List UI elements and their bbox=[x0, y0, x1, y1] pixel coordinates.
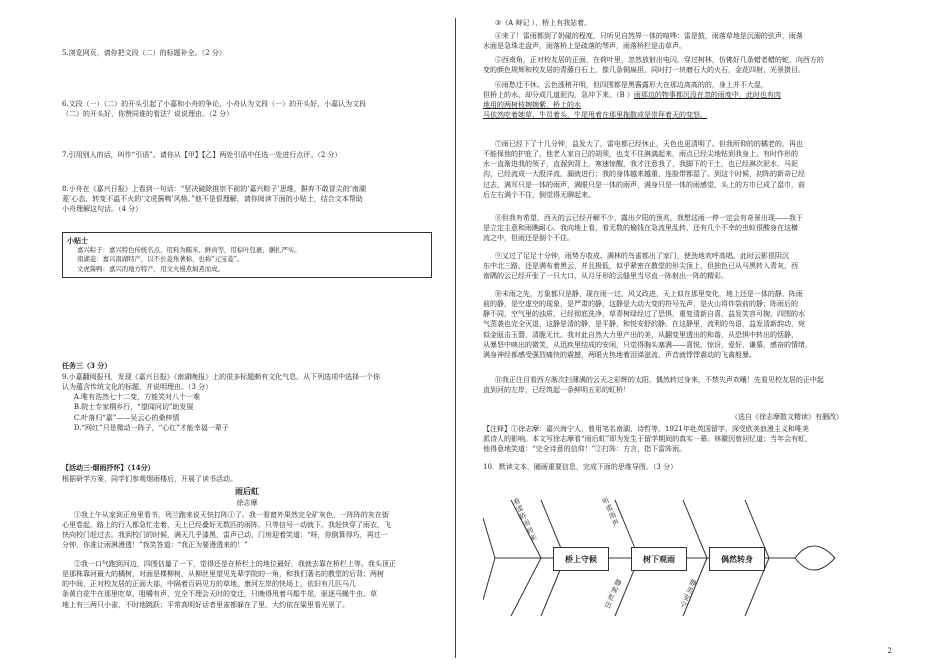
paragraph-line: 马依然吃着她草，牛员着头，牛尾甩着在那里拖散或是崇拜着天的变怒。 bbox=[483, 111, 707, 120]
paragraph-line: 流之中，但雨还是倒个不住。 bbox=[483, 234, 574, 243]
activity3-title: 【活动三·烟雨抒怀】（14分） bbox=[62, 463, 155, 472]
fishbone-lower-label: 静美安宁 bbox=[677, 577, 699, 611]
question-8-line: 8.小舟在《嘉兴日报》上看到一句话：“坚决破除推崇不前的‘嘉兴粽子’思维，摒弃不敢冒尖的‘南湖 bbox=[62, 185, 366, 193]
paragraph-line: ⑨又过了足足十分钟，雨势方收成。满林的鸟雀都出了家门，使劲地欢呼高唱。此时云影很阴沉 bbox=[494, 252, 789, 260]
paragraph-line: 地上有三两只小雀，不时地跳跃；平常高明好话者里雀都躲在了里，大约依在粱里看光景了。 bbox=[62, 600, 349, 609]
paragraph-line: ⑩末雨之先，万象都只是静，现在雨一过，风又政进，天上似在那里变化，地上还是一体的静。阵雨 bbox=[494, 290, 803, 298]
tips-line: 南湖菱：嘉兴南湖特产，以不长菱角著称，也称“元宝菱”。 bbox=[77, 255, 244, 264]
option-a: A.唯有浩然七十二变，方能笑对八十一难 bbox=[73, 393, 201, 402]
paragraph-line: 条黄白花牛在那里吃草，咀嚼有声，完全不理会天时的变迁，只晚得甩着马鬃牛尾，驱逐马蝇牛虫。草 bbox=[62, 590, 377, 599]
paragraph-line: 南隅的云已经开张了一只大口，从月牙形的云缝里当尽直一阵射出一阵的精彩。 bbox=[483, 272, 728, 281]
annotation bbox=[483, 424, 843, 454]
annotation-line: 派诗人的影响。本文写徐志摩看“雨后虹”即为发生于留学期间的真实一幕。林徽因曾回忆道：当年会有虹， bbox=[483, 435, 813, 444]
left-column bbox=[62, 0, 432, 672]
paragraph-line: 气蒸袭也完全灭退，这静是清的静，是平静，和悦安舒的静。在这静里，流利的鸟语，益发清新韵动，宛 bbox=[483, 320, 805, 329]
paragraph-line: 过去，满耳只是一体的雨声，满眼只是一体的雨声，满身只是一体的雨感觉，头上的方巾已成了湿巾，前 bbox=[483, 180, 805, 189]
paragraph-line: ⑥雨愁迁不休。云色涨稍开明，但四围都是黑酱露形大在那边高高的的，身上并不大湿， bbox=[494, 81, 768, 89]
paragraph-line: 静不同，空气里的浊质，已经彻底洗净，草青树绿经过了恐惧，重复清新自喜，益发笑容可掬，四围的水 bbox=[483, 310, 805, 319]
question-6-line: 6.文段（一）（二）的开头引起了小嘉和小舟的争论，小舟认为文段（一）的开头好，小嘉认为文段 bbox=[62, 100, 367, 108]
paragraph-line: 变的颜色规辉和校友居的青藤白石上，像几条铜扁担，同时打一块磨石大的火石，金花四射，光景摄目。 bbox=[483, 66, 805, 75]
paragraph-line: 不能保他的护庇了，他老人家自己的胡须，也支不住淋漓起来，雨点已经尖地钻到我身上。有时作形的 bbox=[483, 150, 798, 159]
annotation-line: 他得意地笑道：“完全诗意的信仰！”②打阵：方言，指下雷阵雨。 bbox=[483, 445, 687, 454]
fish-tail bbox=[483, 518, 495, 600]
question-9 bbox=[62, 372, 432, 433]
question-9-line: 9.小嘉翻阅报刊，发现《嘉兴日报》《南湖晚报》上的很多标题颇有文化气息。从下列选项中选择一个你 bbox=[62, 373, 381, 381]
paragraph-line: 似金瓯击玉磬，清脆无比。我对此自然大力里产出的美，从翻变里透出的和谐，从恐惧中转出的恬静， bbox=[483, 330, 798, 339]
question-5: 5.浏览网页，请你把文段（二）的标题补全。（2 分） bbox=[62, 49, 226, 57]
tips-box bbox=[62, 232, 432, 278]
article-title: 雨后虹 bbox=[235, 486, 259, 496]
question-9-line: 认为蕴含传统文化的标题，并说明理由。（3 分） bbox=[62, 383, 213, 392]
paragraph-line: ⑤西南角，正对校友居的正面，在荷叶里，忽然放射出电闪，穿过树林，仿佛好几条蜡者蜡的蛇，向西方的 bbox=[494, 56, 824, 64]
paragraph-line: 后左右满个不住，倒觉得无聊起来。 bbox=[483, 190, 595, 199]
paragraph-2 bbox=[62, 559, 432, 610]
question-6 bbox=[62, 99, 432, 119]
fish-head bbox=[795, 546, 835, 570]
tips-title: 小贴士 bbox=[67, 236, 88, 245]
paragraph-line: 心里卷起，路上的行人都急忙走着，天上已经叠好无数匹的雨阵，只等信号一动就下。我赶快穿了雨衣，飞 bbox=[62, 521, 391, 530]
annotation-line: 【注释】①徐志摩：嘉兴海宁人，曾用笔名南湖、诗哲等。1921年赴英国留学，深受欧美浪漫主义和唯美 bbox=[483, 425, 809, 433]
paragraph-line: ④来了！雷雨都到了奶碰的程度，只听见自然界一体的喧哗：雷是鼓，雨落草地是沉溺的弦声，雨落 bbox=[494, 32, 803, 40]
paragraph-line bbox=[483, 100, 843, 110]
question-6-line: （二）的开头好，你赞同谁的看法？说说理由。（2 分） bbox=[62, 110, 234, 119]
fishbone-diagram bbox=[483, 478, 843, 638]
paragraph-line: 东中北三路，还是满布着黑云，并且极低，似乎紧密在教堂的形尖顶上，但独色已从马黑转入青灰，西 bbox=[483, 262, 798, 271]
article-author: 徐志摩 bbox=[236, 499, 258, 507]
paragraph-line: 从暴怒中映出的微笑，从迅疾里结成的安闲，只觉得胸头塞满——喜悦，惊讶，爱好，谦慕，感奋的情绪， bbox=[483, 340, 812, 349]
fishbone-upper-label: 听雷雨声 bbox=[600, 495, 622, 529]
paragraph-segment: 但桥上的水，却分成几道泥沟，急冲下来。（B ） bbox=[483, 91, 634, 100]
tips-line: 文虎酱鸭：嘉兴的地方特产，用文火慢煮焖煮而成。 bbox=[77, 264, 224, 273]
activity3-intro: 根据研学方案，同学们参观烟雨楼后，开展了读书活动。 bbox=[62, 475, 237, 483]
right-column bbox=[483, 0, 843, 672]
paragraph-1 bbox=[62, 510, 432, 551]
paragraph-11 bbox=[483, 375, 843, 395]
tips-line: 嘉兴粽子：嘉兴特色传统名点，用料为糯米、鲜肉等，用棕叶包裹，捆扎严实。 bbox=[77, 246, 301, 255]
paragraph-8 bbox=[483, 213, 843, 243]
option-c: C.叶落归“嘉”——吴云心的桑梓情 bbox=[73, 413, 180, 422]
column-divider bbox=[455, 18, 456, 658]
paragraph-7 bbox=[483, 139, 843, 200]
task3-title: 任务三（3 分） bbox=[62, 361, 112, 370]
paragraph-3: ③（A 辩记 ），桥上有我站着。 bbox=[494, 19, 592, 27]
fishbone-box-2: 树下观雨 bbox=[631, 547, 687, 571]
paragraph-line: 分钟，你准让雨淋漫透！”我笑答道：“我正为要漫透来的！” bbox=[62, 541, 248, 550]
question-7: 7.引用别人的话，叫作“引语”。请你从【甲】【乙】两处引语中任选一处进行点评。（2 分） bbox=[62, 151, 342, 159]
question-8-line: 小舟理解这句话。（4 分） bbox=[62, 205, 143, 214]
rib bbox=[511, 558, 541, 616]
paragraph-10 bbox=[483, 289, 843, 360]
paragraph-4 bbox=[483, 31, 843, 51]
fishbone-upper-label: 看雷阵雨到来 bbox=[511, 496, 539, 544]
paragraph-line: ⑦雨已经下了十几分钟，益发大了，雷电都已经休止，天色也更清明了。但我所仰的的橘老的，再也 bbox=[494, 140, 803, 148]
paragraph-line bbox=[483, 90, 843, 100]
underlined-sentence: 雨那边的物事都沉没在忽的雨度中，此时也有肉 bbox=[633, 91, 781, 100]
paragraph-line: 是立定主意和雨瞧耐心。我向地上看，看无数的榆钱在急流里乱转，还有几个不幸的虫蚁很酸身在这横 bbox=[483, 224, 798, 233]
underlined-sentence: 地用的两树枝婉婉紫，桥上的水 bbox=[483, 101, 581, 110]
paragraph-line: 沟，已经流成一大股洋流，漏就进行；我的身体越来越重，连脸带都湿了。到这个时候，初阵的新奇已经 bbox=[483, 170, 805, 179]
paragraph-9 bbox=[483, 251, 843, 281]
paragraph-5 bbox=[483, 55, 843, 75]
question-8 bbox=[62, 184, 432, 214]
paragraph-line: ⑧但我有希望，西天的云已经开解不少，露出夕阳的预兆，我想这雨一停一定会有奇景出现——我于 bbox=[494, 214, 803, 222]
source-note: （选自《徐志摩散文精读》有删改） bbox=[731, 413, 843, 421]
paragraph-line: 的中间，正对校友居的正面大部，中隔着百码见方的草地。康河左岸的快场上，依旧有几匹马几 bbox=[62, 580, 356, 589]
fishbone-box-3: 偶然转身 bbox=[709, 547, 765, 571]
paragraph-line: 水一直渐进我的领子，直溜到背上，寒速惊醒，我才注意我了，我脚下的干土，也已经淋次泥水，马泥 bbox=[483, 160, 798, 169]
question-8-line: 菱’心态，转变不温不火的‘文虎酱鸭’风格。”他不是很理解，请你阅读下面的小贴士，结合文本帮助 bbox=[62, 195, 363, 204]
paragraph-line: 是那株靠河最大的橘树，对面是棵柳树，从柳丝里望见先辈学院的一角，和我们著名的教堂的后背；两树 bbox=[62, 570, 384, 579]
fishbone-box-1: 桥上守候 bbox=[553, 547, 609, 571]
paragraph-line: ⑪我正注目看西方渐次扫薄满的云天之彩辉的太阳，偶然转过身来，不禁失声欢嚷！先看见校友居的正中起 bbox=[494, 376, 824, 384]
paragraph-line: 快向校门赶过去。我到校门的时候，满天几乎漆黑，雷声已动，门房迎着笑道：“呀，你倒算得巧，再过一 bbox=[62, 531, 388, 540]
paragraph-line: 满身神经都感受强烈痛快的震撼，两眼火热地着泪涕滋流，声音就悸悸震动的飞禽般暴。 bbox=[483, 350, 756, 359]
page-number: 2 bbox=[887, 646, 892, 655]
paragraph-line: 前的静，是空虚空的现象，是严肃的静，这静是大动大变的符号先声，是火山将炸裂前的静；阵雨后的 bbox=[483, 300, 798, 309]
paragraph-line: ①我上午从家到正房里看书，列兰跑来说天快打阵①了。我一看窗外果然完全矿灰色，一阵阵的灰在街 bbox=[73, 511, 389, 519]
paragraph-line: 直到河的左岸，已经筑起一条鲜明五彩的虹桥！ bbox=[483, 386, 630, 395]
paragraph-line: ②我一口气跑到河边，四围估量了一下，觉得还是在桥栏上的地位最好，我就去靠在桥栏上等。我头顶正 bbox=[73, 560, 396, 568]
option-d: D.“网红”只是微动一阵子，“心红”才能幸福一辈子 bbox=[73, 423, 229, 432]
question-10: 10．默读文本，圈画重要信息，完成下面的思维导图。（3 分） bbox=[483, 463, 678, 471]
paragraph-6 bbox=[483, 80, 843, 121]
fishbone-lower-label: 静候虹出 bbox=[602, 577, 624, 611]
paragraph-line: 水面是急珠走盘声，雨落桥上是疏落的琴声，雨落桥栏是击草声。 bbox=[483, 42, 686, 51]
option-b: B.院士专家桐乡行，“望闻问切”助发展 bbox=[73, 403, 194, 412]
